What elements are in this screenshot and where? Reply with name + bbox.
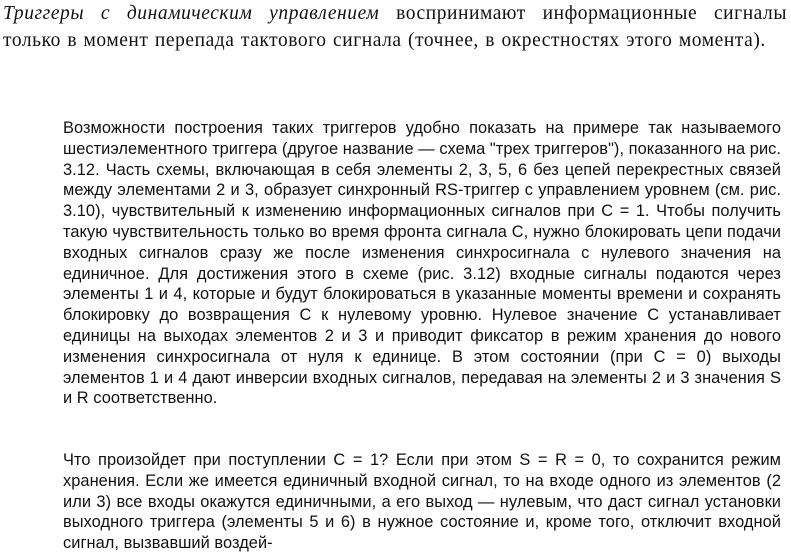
- intro-text: воспринимают информационные сигналы только в момент перепада тактового сигнала (точнее, в окрестностях этого момента).: [3, 3, 787, 51]
- intro-emphasis: Триггеры с динамическим управлением: [3, 3, 380, 24]
- intro-paragraph: [3, 0, 787, 54]
- body-paragraph-1: Возможности построения таких триггеров удобно показать на примере так называемого шестиэлементного триггера (другое название — схема "трех триггеров"), показанного на рис. 3.12. Часть схемы, включающая в себя элементы 2, 3, 5, 6 без цепей перекрестных связей между элементами 2 и 3, образует синхронный RS-триггер с управлением уровнем (см. рис. 3.10), чувствительный к изменению информационных сигналов при C = 1. Чтобы получить такую чувствительность только во время фронта сигнала C, нужно блокировать цепи подачи входных сигналов сразу же после изменения синхросигнала с нулевого значения на единичное. Для достижения этого в схеме (рис. 3.12) входные сигналы подаются через элементы 1 и 4, которые и будут блокироваться в указанные моменты времени и сохранять блокировку до возвращения C к нулевому уровню. Нулевое значение C устанавливает единицы на выходах элементов 2 и 3 и приводит фиксатор в режим хранения до нового изменения синхросигнала от нуля к единице. В этом состоянии (при C = 0) выходы элементов 1 и 4 дают инверсии входных сигналов, передавая на элементы 2 и 3 значения S и R соответственно.: [63, 119, 781, 408]
- body-paragraph-2: Что произойдет при поступлении C = 1? Если при этом S = R = 0, то сохранится режим хранения. Если же имеется единичный входной сигнал, то на входе одного из элементов (2 или 3) все входы окажутся единичными, а его выход — нулевым, что даст сигнал установки выходного триггера (элементы 5 и 6) в нужное состояние и, кроме того, отключит входной сигнал, вызвавший воздей-: [63, 451, 781, 553]
